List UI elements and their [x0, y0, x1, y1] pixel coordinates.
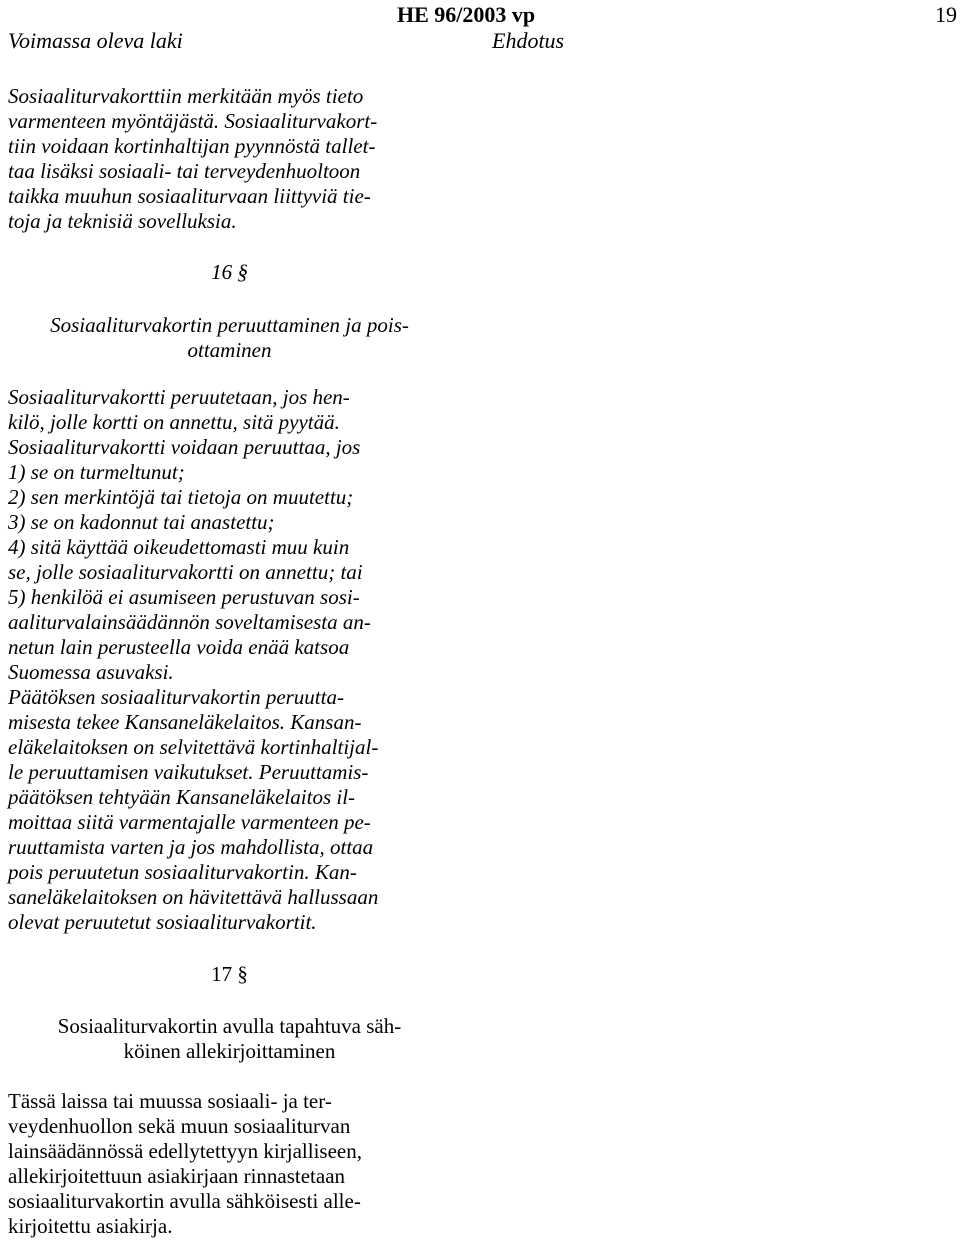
section-17-title [8, 1014, 451, 1064]
text-line: netun lain perusteella voida enää katsoa [8, 635, 350, 659]
section-16-title [8, 313, 451, 363]
column-label-proposal: Ehdotus [492, 28, 565, 53]
text-line: varmenteen myöntäjästä. Sosiaaliturvakort- [8, 109, 378, 133]
section-17-body [8, 1089, 451, 1239]
text-line: kirjoitettu asiakirja. [8, 1214, 173, 1238]
text-line: saneläkelaitoksen on hävitettävä hallussaan [8, 885, 379, 909]
text-line: Sosiaaliturvakortti voidaan peruuttaa, jos [8, 435, 361, 459]
text-line: Sosiaaliturvakorttiin merkitään myös tieto [8, 84, 364, 108]
text-line: tiin voidaan kortinhaltijan pyynnöstä tallet- [8, 134, 376, 158]
title-line: Sosiaaliturvakortin peruuttaminen ja pois- [50, 313, 409, 337]
text-line: taikka muuhun sosiaaliturvaan liittyviä tie- [8, 184, 371, 208]
document-id: HE 96/2003 vp [397, 2, 536, 27]
section-16-body [8, 385, 451, 935]
text-line: 2) sen merkintöjä tai tietoja on muutettu; [8, 485, 354, 509]
text-line: veydenhuollon sekä muun sosiaaliturvan [8, 1114, 351, 1138]
text-line: le peruuttamisen vaikutukset. Peruuttamis- [8, 760, 369, 784]
section-17-number: 17 § [211, 962, 248, 986]
text-line: toja ja teknisiä sovelluksia. [8, 209, 237, 233]
text-line: allekirjoitettuun asiakirjaan rinnastetaan [8, 1164, 346, 1188]
text-line: taa lisäksi sosiaali- tai terveydenhuoltoon [8, 159, 361, 183]
text-line: Tässä laissa tai muussa sosiaali- ja ter- [8, 1089, 332, 1113]
title-line: köinen allekirjoittaminen [123, 1039, 336, 1063]
text-line: ruuttamista varten ja jos mahdollista, ottaa [8, 835, 374, 859]
section-16-number: 16 § [211, 260, 248, 284]
text-line: kilö, jolle kortti on annettu, sitä pyytää. [8, 410, 340, 434]
page-number: 19 [935, 2, 957, 27]
text-line: pois peruutetun sosiaaliturvakortin. Kan- [8, 860, 357, 884]
title-line: Sosiaaliturvakortin avulla tapahtuva säh- [57, 1014, 402, 1038]
text-line: 3) se on kadonnut tai anastettu; [8, 510, 275, 534]
text-line: lainsäädännössä edellytettyyn kirjalliseen, [8, 1139, 362, 1163]
intro-paragraph [8, 84, 451, 234]
text-line: olevat peruutetut sosiaaliturvakortit. [8, 910, 317, 934]
text-line: moittaa siitä varmentajalle varmenteen pe- [8, 810, 371, 834]
column-label-current-law: Voimassa oleva laki [8, 28, 183, 53]
text-line: 4) sitä käyttää oikeudettomasti muu kuin [8, 535, 350, 559]
text-line: 5) henkilöä ei asumiseen perustuvan sosi- [8, 585, 360, 609]
text-line: aaliturvalainsäädännön soveltamisesta an- [8, 610, 371, 634]
text-line: misesta tekee Kansaneläkelaitos. Kansan- [8, 710, 362, 734]
text-line: se, jolle sosiaaliturvakortti on annettu; tai [8, 560, 363, 584]
text-line: Suomessa asuvaksi. [8, 660, 174, 684]
text-line: 1) se on turmeltunut; [8, 460, 185, 484]
text-line: eläkelaitoksen on selvitettävä kortinhaltijal- [8, 735, 379, 759]
text-line: Päätöksen sosiaaliturvakortin peruutta- [8, 685, 344, 709]
text-line: päätöksen tehtyään Kansaneläkelaitos il- [8, 785, 356, 809]
text-line: sosiaaliturvakortin avulla sähköisesti alle- [8, 1189, 361, 1213]
text-line: Sosiaaliturvakortti peruutetaan, jos hen- [8, 385, 350, 409]
title-line: ottaminen [187, 338, 272, 362]
